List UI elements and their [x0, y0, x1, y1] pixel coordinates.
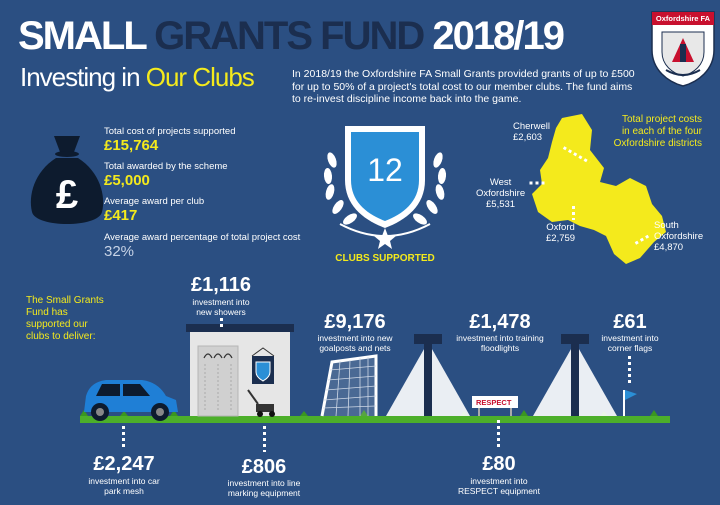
west-oxfordshire-pointer [529, 182, 545, 185]
district-oxford [546, 222, 575, 244]
floodlights-desc: investment into training floodlights [456, 333, 544, 353]
map-title: Total project costs in each of the four Oxfordshire districts [613, 114, 702, 149]
stat-label-average-percentage: Average award percentage of total project cost [104, 232, 301, 243]
stat-value-average-award: £417 [104, 207, 138, 224]
floodlights-amount: £1,478 [469, 311, 531, 333]
stat-value-average-percentage: 32% [104, 243, 135, 260]
supported-text: The Small Grants Fund has supported our clubs to deliver: [26, 295, 104, 342]
showers-amount: £1,116 [190, 274, 252, 296]
car-park-pointer [122, 426, 125, 450]
line-marking-pointer [263, 426, 266, 452]
showers-pointer [220, 318, 223, 328]
district-south-oxfordshire [654, 220, 703, 253]
money-bag-icon [26, 132, 108, 232]
subtitle-part2: Our Clubs [145, 62, 254, 92]
title-part-year: 2018/19 [432, 14, 563, 58]
district-cherwell-name: Cherwell [513, 121, 550, 132]
district-cherwell-value: £2,603 [513, 132, 543, 143]
stat-label-total-cost: Total cost of projects supported [104, 126, 236, 137]
crest-label: Oxfordshire FA [655, 14, 711, 23]
car-park-desc: investment into car park mesh [88, 476, 160, 496]
car-park-amount: £2,247 [93, 453, 155, 475]
page-title [18, 16, 563, 56]
title-part-small: SMALL [18, 14, 155, 58]
grass-strip [80, 416, 670, 423]
district-west-oxfordshire-name: West Oxfordshire [476, 177, 526, 199]
corner-flags-pointer [628, 356, 631, 384]
car-icon [84, 380, 178, 421]
clubs-count: 12 [367, 152, 403, 188]
respect-desc: investment into RESPECT equipment [457, 476, 541, 496]
line-marking-desc: investment into line marking equipment [227, 478, 301, 498]
respect-pointer [497, 420, 500, 450]
district-oxford-value: £2,759 [546, 233, 576, 244]
respect-amount: £80 [482, 453, 516, 475]
goalposts-desc: investment into new goalposts and nets [317, 333, 393, 353]
stat-label-total-awarded: Total awarded by the scheme [104, 161, 228, 172]
stat-label-average-award: Average award per club [104, 196, 205, 207]
intro-text: In 2018/19 the Oxfordshire FA Small Grants provided grants of up to £500 for up to 50% of a project's total cost to our member clubs. The fund aims to re-invest discipline income back into the game. [292, 68, 635, 105]
title-part-grants-fund: GRANTS FUND [154, 14, 433, 58]
subtitle-part1: Investing in [20, 62, 146, 92]
showers-desc: investment into new showers [192, 297, 250, 317]
oxford-pointer [572, 206, 575, 220]
district-south-oxfordshire-value: £4,870 [654, 242, 684, 253]
district-west-oxfordshire-value: £5,531 [486, 199, 516, 210]
district-oxford-name: Oxford [546, 222, 575, 233]
line-marking-amount: £806 [241, 456, 287, 478]
clubs-supported-label: CLUBS SUPPORTED [335, 253, 435, 264]
district-cherwell [513, 121, 550, 143]
changing-rooms-building-icon [186, 324, 294, 416]
stat-value-total-cost: £15,764 [104, 137, 159, 154]
respect-sign-icon [472, 396, 518, 416]
respect-sign-text: RESPECT [476, 398, 512, 407]
goalposts-amount: £9,176 [324, 311, 386, 333]
corner-flags-amount: £61 [613, 311, 647, 333]
goal-net-icon [322, 356, 376, 416]
svg-text:£: £ [55, 173, 79, 217]
district-west-oxfordshire [476, 177, 525, 210]
stat-value-total-awarded: £5,000 [104, 172, 150, 189]
page-subtitle [20, 62, 254, 92]
corner-flags-desc: investment into corner flags [601, 333, 659, 353]
corner-flag-icon [624, 390, 637, 416]
district-south-oxfordshire-name: South Oxfordshire [654, 220, 704, 242]
oxfordshire-fa-crest [650, 10, 716, 88]
